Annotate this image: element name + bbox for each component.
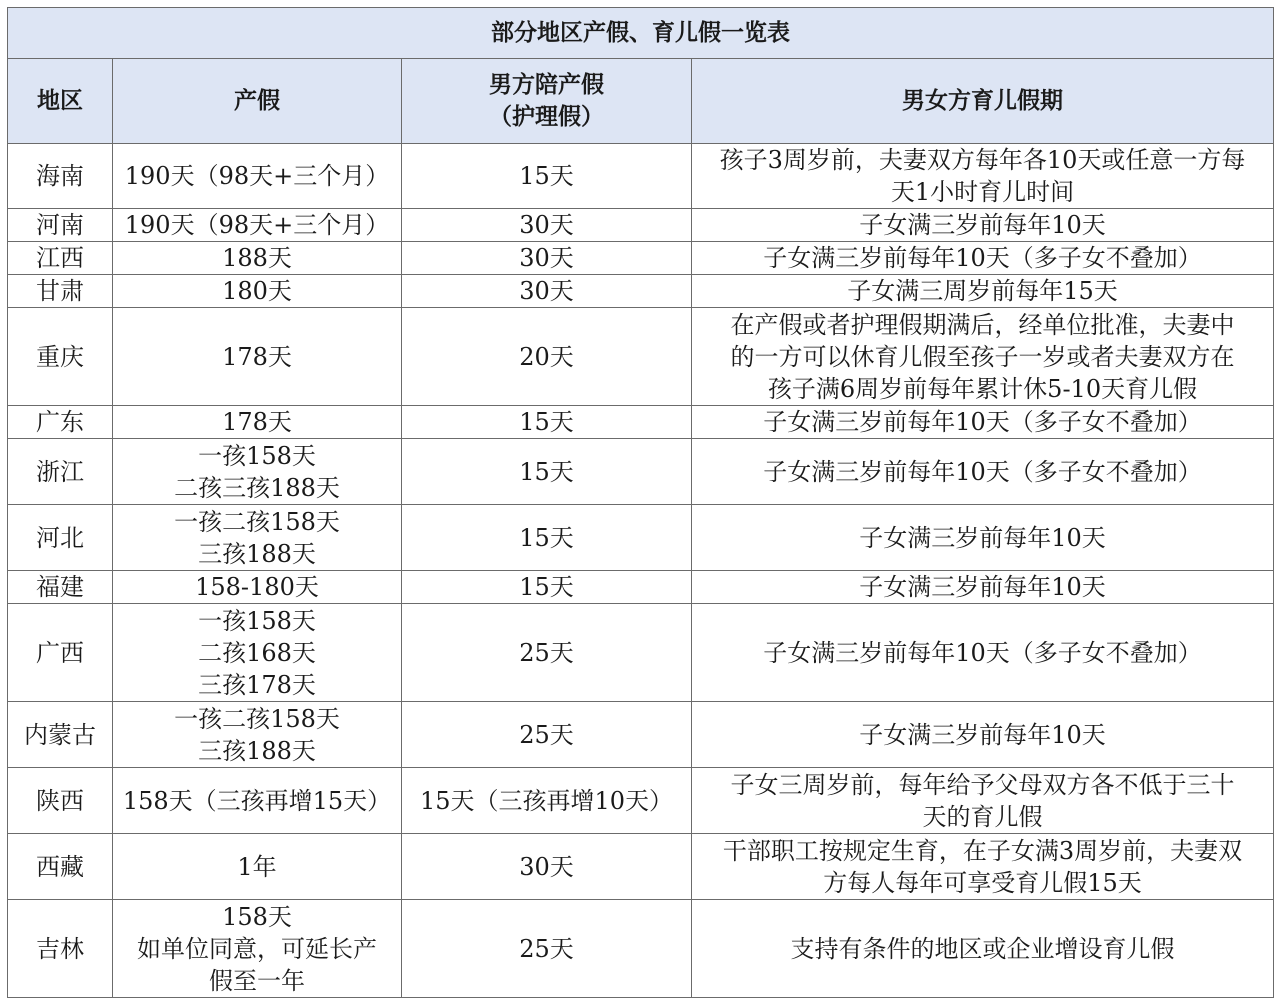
header-paternity-line2: （护理假） [489, 104, 604, 130]
cell-maternity-line: 三孩178天 [198, 670, 316, 699]
table-row [8, 439, 1274, 505]
header-paternity-line1: 男方陪产假 [489, 72, 604, 98]
cell-parental [692, 768, 1274, 834]
cell-maternity [113, 242, 402, 275]
cell-region: 陕西 [8, 768, 113, 834]
cell-maternity [113, 900, 402, 998]
cell-maternity-line: 1年 [237, 852, 277, 881]
cell-region: 广西 [8, 604, 113, 702]
table-row [8, 768, 1274, 834]
cell-parental-line: 子女三周岁前，每年给予父母双方各不低于三十 [730, 770, 1235, 799]
cell-maternity [113, 144, 402, 209]
cell-parental-line: 孩子3周岁前，夫妻双方每年各10天或任意一方每 [719, 146, 1246, 174]
cell-paternity: 15天 [402, 406, 692, 439]
table-body [8, 144, 1274, 998]
cell-parental [692, 900, 1274, 998]
cell-paternity: 30天 [402, 834, 692, 900]
cell-paternity: 30天 [402, 275, 692, 308]
cell-parental-line: 子女满三周岁前每年15天 [847, 277, 1118, 305]
cell-maternity-line: 158天 [222, 902, 292, 931]
cell-paternity: 15天 [402, 439, 692, 505]
cell-maternity-line: 190天（98天+三个月） [124, 162, 390, 190]
cell-maternity [113, 571, 402, 604]
cell-maternity-line: 一孩二孩158天 [174, 507, 340, 536]
cell-region: 内蒙古 [8, 702, 113, 768]
cell-parental [692, 144, 1274, 209]
cell-maternity-line: 178天 [222, 342, 292, 371]
cell-paternity: 15天 [402, 505, 692, 571]
cell-maternity-line: 178天 [222, 408, 292, 436]
cell-maternity-line: 158天（三孩再增15天） [122, 786, 392, 815]
cell-region: 福建 [8, 571, 113, 604]
cell-region: 广东 [8, 406, 113, 439]
cell-region: 河北 [8, 505, 113, 571]
cell-parental-line: 子女满三岁前每年10天（多子女不叠加） [763, 408, 1202, 436]
table-row [8, 308, 1274, 406]
header-row [8, 59, 1274, 144]
table-row [8, 702, 1274, 768]
cell-parental-line: 子女满三岁前每年10天 [859, 720, 1106, 749]
cell-parental [692, 308, 1274, 406]
cell-parental-line: 子女满三岁前每年10天（多子女不叠加） [763, 457, 1202, 486]
cell-parental [692, 571, 1274, 604]
cell-parental [692, 439, 1274, 505]
cell-maternity [113, 406, 402, 439]
cell-maternity-line: 假至一年 [209, 966, 305, 995]
cell-region: 江西 [8, 242, 113, 275]
cell-paternity: 25天 [402, 900, 692, 998]
cell-maternity [113, 308, 402, 406]
cell-maternity-line: 如单位同意，可延长产 [137, 934, 377, 963]
cell-parental [692, 242, 1274, 275]
table-row [8, 275, 1274, 308]
table-row [8, 571, 1274, 604]
cell-paternity: 15天 [402, 571, 692, 604]
cell-parental-line: 支持有条件的地区或企业增设育儿假 [790, 934, 1175, 963]
cell-maternity [113, 439, 402, 505]
cell-maternity [113, 768, 402, 834]
cell-paternity: 30天 [402, 242, 692, 275]
cell-parental-line: 孩子满6周岁前每年累计休5-10天育儿假 [767, 374, 1198, 403]
cell-maternity [113, 209, 402, 242]
cell-maternity-line: 二孩168天 [198, 638, 316, 667]
cell-maternity-line: 180天 [222, 277, 292, 305]
cell-region: 重庆 [8, 308, 113, 406]
cell-maternity [113, 702, 402, 768]
cell-parental-line: 在产假或者护理假期满后，经单位批准，夫妻中 [730, 310, 1235, 339]
table-row [8, 604, 1274, 702]
cell-parental-line: 干部职工按规定生育，在子女满3周岁前，夫妻双 [722, 836, 1243, 865]
cell-paternity: 25天 [402, 702, 692, 768]
cell-maternity-line: 二孩三孩188天 [174, 473, 340, 502]
cell-paternity: 20天 [402, 308, 692, 406]
table-row [8, 242, 1274, 275]
cell-maternity-line: 158-180天 [195, 573, 319, 601]
cell-maternity-line: 一孩158天 [198, 606, 316, 635]
cell-parental-line: 子女满三岁前每年10天（多子女不叠加） [763, 244, 1202, 272]
header-paternity [402, 59, 692, 144]
cell-parental-line: 天1小时育儿时间 [890, 178, 1075, 206]
title-row [8, 8, 1274, 59]
header-parental: 男女方育儿假期 [692, 59, 1274, 144]
table-row [8, 900, 1274, 998]
cell-parental [692, 275, 1274, 308]
cell-maternity [113, 275, 402, 308]
header-region: 地区 [8, 59, 113, 144]
cell-maternity-line: 三孩188天 [198, 539, 316, 568]
cell-maternity-line: 三孩188天 [198, 736, 316, 765]
cell-parental-line: 天的育儿假 [922, 802, 1043, 831]
cell-maternity [113, 505, 402, 571]
header-maternity: 产假 [113, 59, 402, 144]
cell-parental-line: 方每人每年可享受育儿假15天 [823, 868, 1142, 897]
cell-maternity-line: 一孩158天 [198, 441, 316, 470]
cell-paternity: 15天（三孩再增10天） [402, 768, 692, 834]
cell-parental-line: 子女满三岁前每年10天 [859, 211, 1106, 239]
table-row [8, 209, 1274, 242]
cell-paternity: 25天 [402, 604, 692, 702]
cell-maternity [113, 604, 402, 702]
cell-maternity-line: 190天（98天+三个月） [124, 211, 390, 239]
table-row [8, 406, 1274, 439]
cell-parental [692, 505, 1274, 571]
maternity-leave-table [7, 7, 1274, 998]
cell-region: 甘肃 [8, 275, 113, 308]
cell-maternity-line: 188天 [222, 244, 292, 272]
cell-parental [692, 604, 1274, 702]
cell-parental-line: 子女满三岁前每年10天（多子女不叠加） [763, 638, 1202, 667]
cell-paternity: 15天 [402, 144, 692, 209]
cell-region: 海南 [8, 144, 113, 209]
cell-parental-line: 的一方可以休育儿假至孩子一岁或者夫妻双方在 [730, 342, 1235, 371]
cell-parental [692, 834, 1274, 900]
table-row [8, 144, 1274, 209]
cell-parental [692, 209, 1274, 242]
cell-region: 河南 [8, 209, 113, 242]
table-title: 部分地区产假、育儿假一览表 [8, 8, 1274, 59]
cell-maternity-line: 一孩二孩158天 [174, 704, 340, 733]
cell-region: 西藏 [8, 834, 113, 900]
cell-parental [692, 406, 1274, 439]
table-row [8, 505, 1274, 571]
table-row [8, 834, 1274, 900]
cell-parental [692, 702, 1274, 768]
cell-maternity [113, 834, 402, 900]
cell-region: 浙江 [8, 439, 113, 505]
cell-parental-line: 子女满三岁前每年10天 [859, 573, 1106, 601]
cell-parental-line: 子女满三岁前每年10天 [859, 523, 1106, 552]
cell-region: 吉林 [8, 900, 113, 998]
cell-paternity: 30天 [402, 209, 692, 242]
